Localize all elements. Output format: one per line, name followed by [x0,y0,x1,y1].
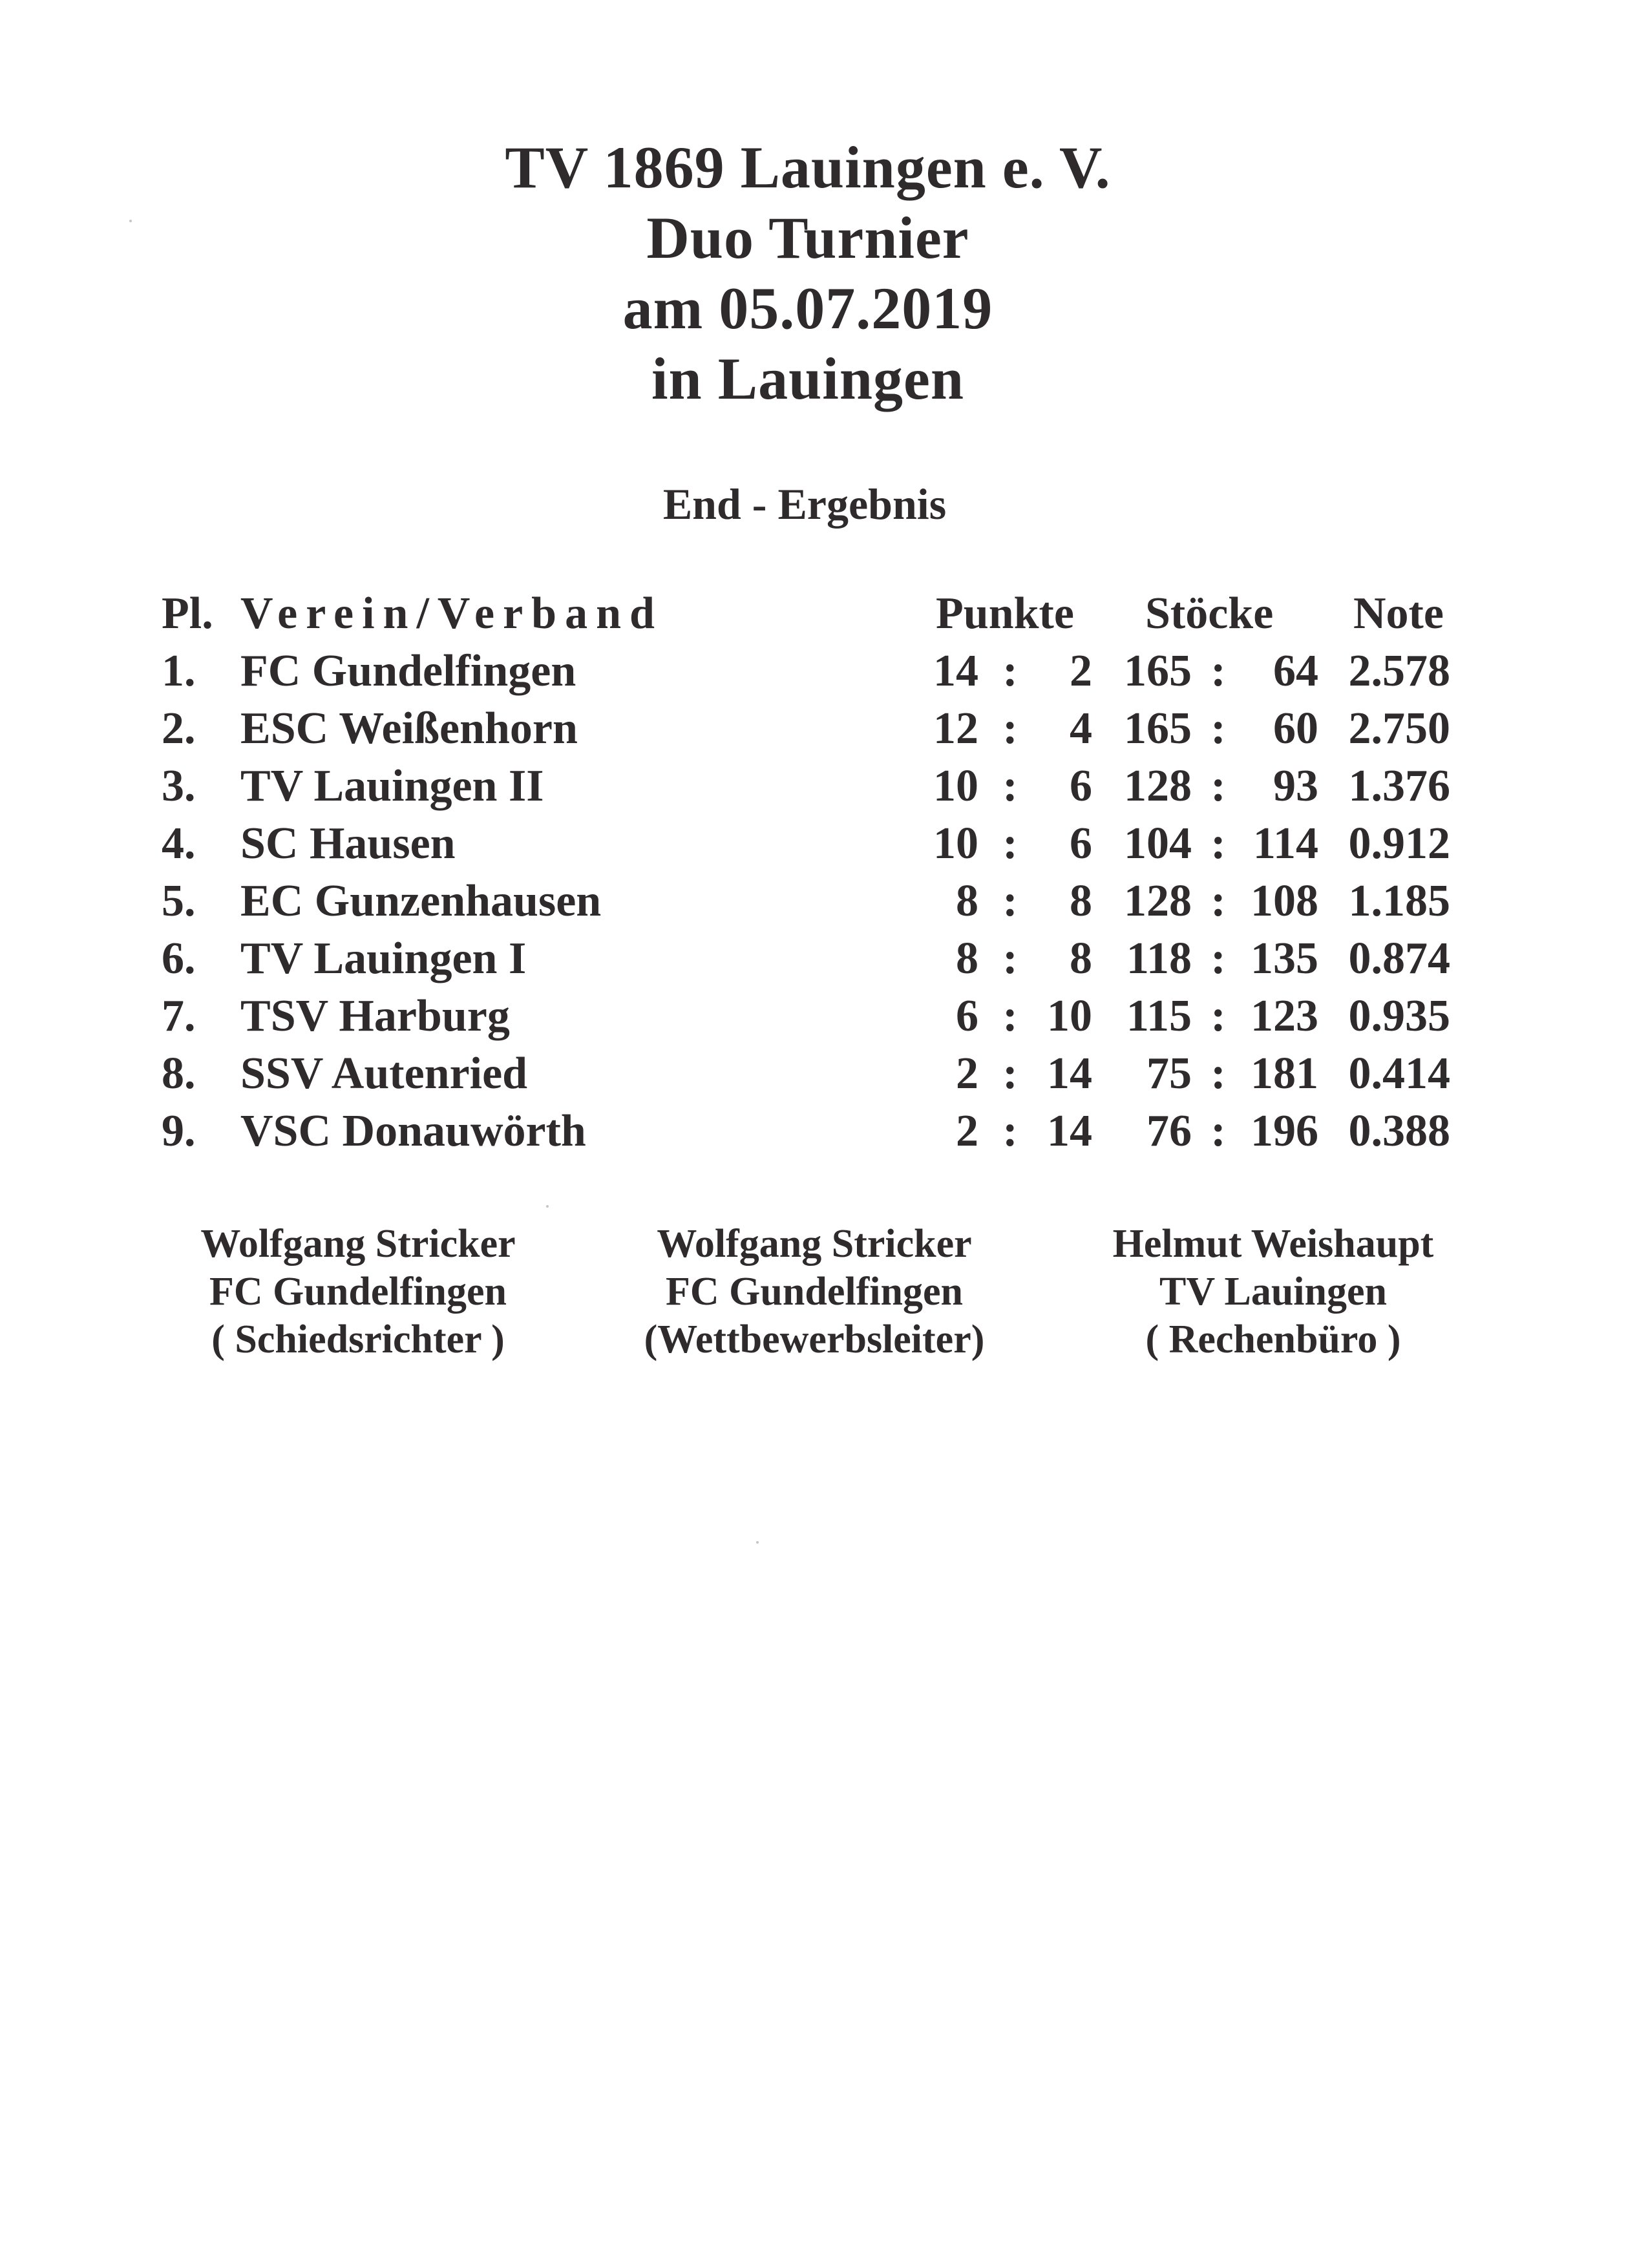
title-line-date: am 05.07.2019 [622,275,993,341]
signature-club: FC Gundelfingen [666,1270,963,1314]
row-points-for: 10 [933,819,978,868]
signature-calculation-office [1066,1220,1480,1363]
row-place: 6. [162,934,196,983]
title-line-location: in Lauingen [651,346,964,412]
row-sticks-against: 108 [1251,876,1318,926]
result-row [0,1045,1648,1102]
header-place: Pl. [162,589,213,638]
signature-referee [151,1220,565,1363]
row-points-against: 8 [1070,876,1092,926]
row-place: 5. [162,876,196,926]
results-table [0,585,1648,1160]
row-points-for: 6 [956,991,978,1041]
row-note: 0.912 [1348,819,1450,868]
row-note: 2.578 [1348,646,1450,696]
row-points-separator: : [1002,761,1018,811]
row-club: ESC Weißenhorn [240,704,578,753]
row-points-separator: : [1002,819,1018,868]
row-points-for: 10 [933,761,978,811]
row-sticks-for: 76 [1146,1106,1192,1156]
row-note: 0.874 [1348,934,1450,983]
row-points-for: 2 [956,1106,978,1156]
row-place: 4. [162,819,196,868]
result-row [0,987,1648,1045]
row-sticks-for: 128 [1124,876,1192,926]
row-sticks-separator: : [1210,704,1226,753]
row-club: FC Gundelfingen [240,646,576,696]
row-note: 1.185 [1348,876,1450,926]
row-sticks-separator: : [1210,934,1226,983]
header-note: Note [1353,589,1444,638]
result-row [0,930,1648,987]
row-sticks-for: 118 [1126,934,1192,983]
row-note: 1.376 [1348,761,1450,811]
row-points-against: 10 [1047,991,1092,1041]
row-sticks-for: 115 [1126,991,1192,1041]
row-points-for: 12 [933,704,978,753]
row-club: SC Hausen [240,819,456,868]
row-points-against: 4 [1070,704,1092,753]
row-sticks-against: 64 [1273,646,1318,696]
signature-role: ( Rechenbüro ) [1145,1318,1401,1361]
row-points-separator: : [1002,646,1018,696]
signature-name: Helmut Weishaupt [1112,1222,1434,1266]
row-sticks-separator: : [1210,1049,1226,1098]
row-place: 3. [162,761,196,811]
row-sticks-for: 165 [1124,646,1192,696]
signature-role: ( Schiedsrichter ) [211,1318,505,1361]
header-points: Punkte [936,589,1074,638]
row-points-for: 2 [956,1049,978,1098]
row-sticks-separator: : [1210,761,1226,811]
row-club: TV Lauingen I [240,934,527,983]
row-place: 8. [162,1049,196,1098]
row-points-against: 8 [1070,934,1092,983]
row-sticks-against: 93 [1273,761,1318,811]
result-row [0,872,1648,930]
row-place: 7. [162,991,196,1041]
signature-name: Wolfgang Stricker [657,1222,972,1266]
row-points-against: 6 [1070,761,1092,811]
row-points-against: 14 [1047,1106,1092,1156]
row-sticks-separator: : [1210,876,1226,926]
row-note: 0.388 [1348,1106,1450,1156]
signature-name: Wolfgang Stricker [200,1222,516,1266]
row-points-against: 14 [1047,1049,1092,1098]
row-sticks-separator: : [1210,991,1226,1041]
row-points-separator: : [1002,934,1018,983]
row-note: 0.935 [1348,991,1450,1041]
title-line-club: TV 1869 Lauingen e. V. [505,134,1111,200]
row-club: TV Lauingen II [240,761,544,811]
signature-competition-manager [607,1220,1021,1363]
signature-club: FC Gundelfingen [209,1270,507,1314]
row-sticks-against: 123 [1251,991,1318,1041]
results-header-row [0,585,1648,642]
result-row [0,642,1648,700]
row-sticks-separator: : [1210,819,1226,868]
header-club: Verein/Verband [240,589,663,638]
row-place: 2. [162,704,196,753]
row-points-for: 8 [956,934,978,983]
row-sticks-against: 181 [1251,1049,1318,1098]
scan-speck [129,220,132,222]
row-place: 9. [162,1106,196,1156]
results-subtitle: End - Ergebnis [662,479,947,529]
row-sticks-separator: : [1210,1106,1226,1156]
row-points-separator: : [1002,1049,1018,1098]
document-title [0,132,1616,414]
row-sticks-for: 128 [1124,761,1192,811]
row-points-for: 14 [933,646,978,696]
row-points-separator: : [1002,876,1018,926]
signature-club: TV Lauingen [1159,1270,1388,1314]
row-points-separator: : [1002,1106,1018,1156]
row-sticks-for: 104 [1124,819,1192,868]
row-note: 2.750 [1348,704,1450,753]
row-place: 1. [162,646,196,696]
row-points-for: 8 [956,876,978,926]
result-row [0,757,1648,815]
row-points-against: 6 [1070,819,1092,868]
row-note: 0.414 [1348,1049,1450,1098]
row-points-separator: : [1002,991,1018,1041]
scan-speck [546,1205,549,1208]
row-club: SSV Autenried [240,1049,528,1098]
row-sticks-against: 135 [1251,934,1318,983]
row-club: TSV Harburg [240,991,510,1041]
row-sticks-for: 165 [1124,704,1192,753]
row-sticks-against: 114 [1252,819,1318,868]
result-row [0,815,1648,872]
scan-speck [756,1541,759,1544]
result-row [0,700,1648,757]
row-points-against: 2 [1070,646,1092,696]
row-points-separator: : [1002,704,1018,753]
row-sticks-against: 196 [1251,1106,1318,1156]
signature-role: (Wettbewerbsleiter) [644,1318,985,1361]
header-sticks: Stöcke [1145,589,1274,638]
result-row [0,1102,1648,1160]
row-club: EC Gunzenhausen [240,876,602,926]
row-sticks-separator: : [1210,646,1226,696]
row-sticks-against: 60 [1273,704,1318,753]
row-sticks-for: 75 [1146,1049,1192,1098]
row-club: VSC Donauwörth [240,1106,586,1156]
title-line-event: Duo Turnier [646,205,969,271]
